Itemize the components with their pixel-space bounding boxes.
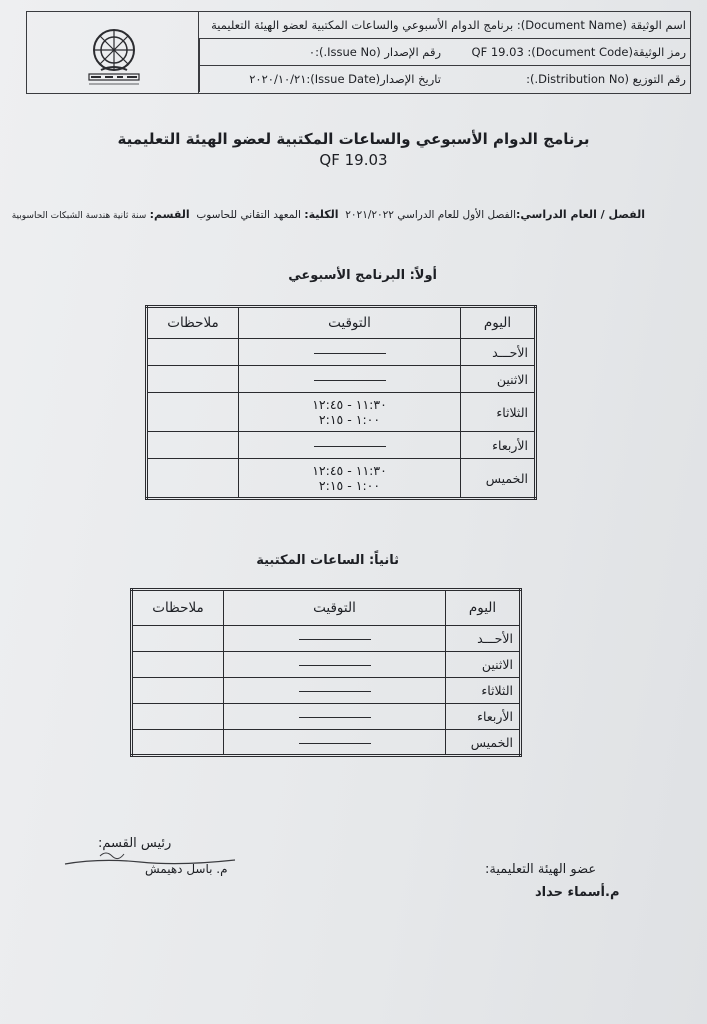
empty-dash <box>299 639 371 640</box>
page-title: برنامج الدوام الأسبوعي والساعات المكتبية لعضو الهيئة التعليمية <box>117 130 590 148</box>
college-label: الكلية: <box>304 208 339 221</box>
section-office-title: ثانياً: الساعات المكتبية <box>256 553 399 568</box>
table-row <box>147 339 536 366</box>
header-row-name <box>199 12 690 39</box>
table-row <box>147 393 536 432</box>
empty-dash <box>314 446 386 447</box>
document-code: رمز الوثيقة(Document Code): QF 19.03 <box>471 45 686 59</box>
time-cell <box>239 459 461 499</box>
day-cell: الخميس <box>446 730 521 756</box>
note-cell <box>147 432 239 459</box>
header-row-dist <box>199 66 690 92</box>
day-cell: الأحـــد <box>461 339 536 366</box>
table-row <box>132 678 521 704</box>
table-row <box>147 432 536 459</box>
empty-dash <box>299 665 371 666</box>
time-cell <box>224 730 446 756</box>
header-notes: ملاحظات <box>147 307 239 339</box>
note-cell <box>132 704 224 730</box>
table-row <box>132 652 521 678</box>
day-cell: الثلاثاء <box>446 678 521 704</box>
header-day: اليوم <box>461 307 536 339</box>
header-notes: ملاحظات <box>132 590 224 626</box>
logo-cell <box>27 12 199 93</box>
college-value: المعهد التقاني للحاسوب <box>196 209 301 221</box>
table-row <box>132 626 521 652</box>
time-cell <box>239 366 461 393</box>
empty-dash <box>299 691 371 692</box>
document-name: اسم الوثيقة (Document Name): برنامج الدوام الأسبوعي والساعات المكتبية لعضو الهيئة التعليمية <box>211 18 686 32</box>
document-header <box>26 11 691 94</box>
day-cell: الأربعاء <box>446 704 521 730</box>
table-row <box>147 366 536 393</box>
note-cell <box>132 652 224 678</box>
note-cell <box>147 393 239 432</box>
time-slot: ١:٠٠ - ٢:١٥ <box>318 478 381 493</box>
table-header-row <box>147 307 536 339</box>
time-slot: ١١:٣٠ - ١٢:٤٥ <box>312 463 387 478</box>
office-hours-table <box>130 588 522 757</box>
issue-no: رقم الإصدار (Issue No.):٠ <box>199 39 445 65</box>
note-cell <box>147 339 239 366</box>
table-row <box>132 730 521 756</box>
empty-dash <box>299 743 371 744</box>
note-cell <box>147 459 239 499</box>
time-cell <box>224 704 446 730</box>
day-cell: الاثنين <box>446 652 521 678</box>
day-cell: الاثنين <box>461 366 536 393</box>
header-row-code <box>199 39 690 66</box>
semester-value: الفصل الأول للعام الدراسي ٢٠٢١/٢٠٢٢ <box>345 209 516 221</box>
table-row <box>132 704 521 730</box>
day-cell: الأربعاء <box>461 432 536 459</box>
table-row <box>147 459 536 499</box>
dept-label: القسم: <box>149 208 190 221</box>
header-time: التوقيت <box>224 590 446 626</box>
time-cell <box>239 432 461 459</box>
head-of-dept-name: م. باسل دهيمش <box>145 862 228 876</box>
staff-member-label: عضو الهيئة التعليمية: <box>485 862 597 877</box>
note-cell <box>132 678 224 704</box>
empty-dash <box>299 717 371 718</box>
time-slot: ١١:٣٠ - ١٢:٤٥ <box>312 397 387 412</box>
page-code: QF 19.03 <box>319 151 388 169</box>
section-weekly-title: أولاً: البرنامج الأسبوعي <box>288 268 437 283</box>
time-cell <box>224 678 446 704</box>
semester-label: الفصل / العام الدراسي: <box>516 208 645 221</box>
time-slot: ١:٠٠ - ٢:١٥ <box>318 412 381 427</box>
time-cell <box>239 339 461 366</box>
issue-date: تاريخ الإصدار(Issue Date):٢٠٢٠/١٠/٢١ <box>199 66 445 92</box>
note-cell <box>132 730 224 756</box>
time-cell <box>224 652 446 678</box>
empty-dash <box>314 353 386 354</box>
day-cell: الخميس <box>461 459 536 499</box>
dept-value: سنة ثانية هندسة الشبكات الحاسوبية <box>11 211 147 221</box>
table-header-row <box>132 590 521 626</box>
university-logo-icon <box>75 26 153 88</box>
day-cell: الأحـــد <box>446 626 521 652</box>
time-cell <box>239 393 461 432</box>
info-line <box>12 208 645 221</box>
weekly-schedule-table <box>145 305 537 500</box>
note-cell <box>147 366 239 393</box>
note-cell <box>132 626 224 652</box>
time-cell <box>224 626 446 652</box>
header-day: اليوم <box>446 590 521 626</box>
empty-dash <box>314 380 386 381</box>
head-of-dept-label: رئيس القسم: <box>98 836 172 851</box>
day-cell: الثلاثاء <box>461 393 536 432</box>
header-time: التوقيت <box>239 307 461 339</box>
staff-member-name: م.أسماء حداد <box>535 885 620 900</box>
distribution-no: رقم التوزيع (Distribution No.): <box>526 72 686 86</box>
